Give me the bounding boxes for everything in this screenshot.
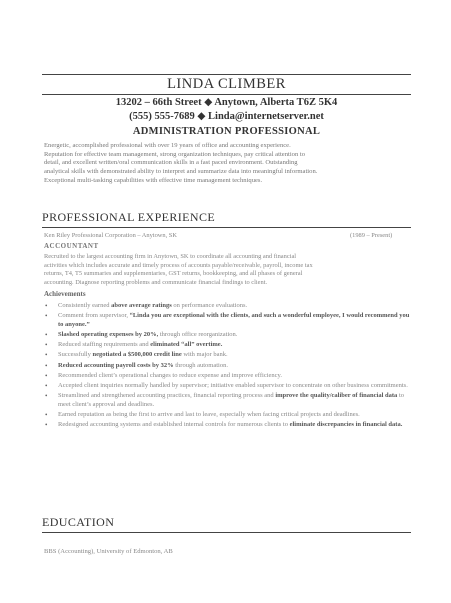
name-rule	[42, 94, 411, 95]
bullet-icon: •	[45, 312, 48, 321]
education-rule	[42, 532, 411, 533]
bullet-icon: •	[45, 341, 48, 350]
achievement-item: • Redesigned accounting systems and established internal controls for numerous clients to eliminate discrepancies in financial data.	[45, 421, 403, 430]
achievement-item: • Reduced staffing requirements and eliminated “all” overtime.	[45, 341, 223, 350]
job-desc-line-1: Recruited to the largest accounting firm in Anytown, SK to coordinate all accounting and financial	[44, 253, 297, 260]
job-desc-line-3: returns, T4, T5 summaries and supplementaries, GST returns, bookkeeping, and all phases of general	[44, 270, 303, 277]
bullet-icon: •	[45, 421, 48, 430]
achievement-item: • Comment from supervisor, “Linda you are exceptional with the clients, and such a wonderful employee, I would recommend you to anyone.”	[45, 312, 410, 328]
achievement-item: • Reduced accounting payroll costs by 32% through automation.	[45, 361, 228, 370]
address-line: 13202 – 66th Street ◆ Anytown, Alberta T6Z 5K4	[115, 97, 338, 108]
job-desc-line-2: activities which includes accurate and timely process of accounts payable/receivable, payroll, income tax	[44, 261, 313, 269]
achievement-item: • Consistently earned above average ratings on performance evaluations.	[45, 302, 248, 310]
summary-line-5: Exceptional multi-tasking capabilities with effective time management techniques.	[44, 176, 263, 184]
achievement-item: • Earned reputation as being the first to arrive and last to leave, especially when facing critical projects and deadlines.	[45, 410, 360, 419]
bullet-icon: •	[45, 381, 48, 390]
summary-paragraph	[44, 142, 410, 186]
experience-heading: PROFESSIONAL EXPERIENCE	[42, 210, 216, 224]
summary-line-1: Energetic, accomplished professional with over 19 years of office and accounting experience.	[44, 142, 291, 149]
company-name: Ken Riley Professional Corporation – Anytown, SK	[44, 232, 177, 239]
achievement-item: • Slashed operating expenses by 20%, through office reorganization.	[45, 330, 238, 339]
bullet-icon: •	[45, 361, 48, 370]
job-desc-line-4: accounting. Diagnose reporting problems and communicate financial findings to client.	[44, 278, 268, 286]
job-role: ACCOUNTANT	[44, 242, 99, 250]
bullet-icon: •	[45, 302, 48, 310]
achievement-item: • Accepted client inquiries normally handled by supervisor; initiative enabled supervisor to concentrate on other business commitments.	[45, 381, 408, 390]
top-rule	[42, 74, 411, 75]
bullet-icon: •	[45, 351, 48, 360]
experience-rule	[42, 227, 411, 228]
summary-line-4: analytical skills with demonstrated ability to interpret and summarize data into meaningful information.	[44, 168, 318, 176]
bullet-icon: •	[45, 410, 48, 419]
achievement-item: • Successfully negotiated a $500,000 credit line with major bank.	[45, 351, 228, 360]
achievements-label: Achievements	[44, 290, 86, 298]
contact-line: (555) 555-7689 ◆ Linda@internetserver.net	[129, 111, 324, 122]
achievements-list	[44, 302, 412, 431]
job-description	[44, 253, 410, 287]
professional-title: ADMINISTRATION PROFESSIONAL	[132, 126, 321, 137]
bullet-icon: •	[45, 371, 48, 380]
bullet-icon: •	[45, 392, 48, 401]
bullet-icon: •	[45, 330, 48, 339]
employment-dates: (1989 – Present)	[350, 232, 393, 239]
achievement-item: • Streamlined and strengthened accounting practices, financial reporting process and improve the quality/caliber of financial data to meet client’s approval and deadlines.	[45, 392, 404, 408]
achievement-item: • Recommended client’s operational changes to reduce expense and improve efficiency.	[45, 371, 282, 380]
education-heading: EDUCATION	[42, 515, 115, 529]
summary-line-3: detail, and excellent written/oral communication skills in a fast paced environment. Outstanding	[44, 159, 298, 167]
summary-line-2: Reputation for effective team management, strong organization techniques, pay critical attention to	[44, 150, 306, 158]
education-entry: BBS (Accounting), University of Edmonton, AB	[44, 548, 173, 555]
applicant-name: LINDA CLIMBER	[167, 76, 286, 92]
